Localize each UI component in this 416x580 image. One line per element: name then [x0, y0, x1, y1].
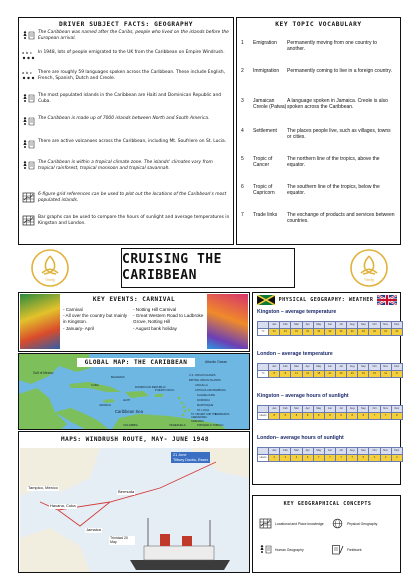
- events-col-london: [133, 307, 205, 332]
- value-cell: 7: [313, 455, 324, 462]
- value-cell: 31: [280, 329, 291, 336]
- unit-tag: °C: [258, 371, 269, 378]
- map-label-cuba: CUBA: [91, 383, 99, 387]
- value-cell: 7: [369, 413, 380, 420]
- concepts-title: KEY GEOGRAPHICAL CONCEPTS: [283, 501, 372, 507]
- map-label-gulf: Gulf of Mexico: [33, 371, 54, 375]
- fact-item: [22, 192, 230, 203]
- value-cell: 15: [369, 371, 380, 378]
- month-cell: Oct: [369, 406, 380, 413]
- month-cell: Sep: [358, 364, 369, 371]
- route-label-tilbury: Tilbury Docks, Essex: [173, 457, 209, 462]
- month-cell: Jul: [335, 322, 346, 329]
- month-cell: Mar: [291, 322, 302, 329]
- windrush-route-map: [20, 448, 250, 572]
- value-cell: 8: [324, 413, 335, 420]
- grid-map-icon: [259, 518, 272, 531]
- vocab-row: [241, 128, 396, 141]
- value-cell: 6: [302, 455, 313, 462]
- route-label-tilbury-date: 21 June: [173, 453, 187, 457]
- value-cell: 32: [313, 329, 324, 336]
- fact-text: There are roughly 59 languages spoken across the Caribbean. These include English, French, Spanish, Dutch and Creole.: [38, 70, 226, 81]
- month-cell: Feb: [280, 406, 291, 413]
- vocab-num: 6: [241, 184, 244, 190]
- logo-left-label: Trinity: [44, 278, 56, 282]
- map-label-virgin-us: U.S. VIRGIN ISLANDS: [189, 374, 216, 377]
- month-cell: Jun: [324, 406, 335, 413]
- trinity-logo-right: [349, 248, 389, 288]
- driver-facts-panel: [18, 17, 234, 245]
- events-panel: [18, 292, 250, 352]
- vocab-term: Tropic of Cancer: [253, 156, 273, 169]
- value-cell: 31: [391, 329, 402, 336]
- month-cell: Dec: [391, 322, 402, 329]
- fact-item: [22, 93, 230, 104]
- vocab-num: 3: [241, 98, 244, 104]
- month-cell: Apr: [302, 322, 313, 329]
- value-cell: 8: [335, 413, 346, 420]
- route-label-jamaica: Jamaica: [86, 527, 101, 532]
- month-cell: Dec: [391, 406, 402, 413]
- vocab-term: Settlement: [253, 128, 277, 134]
- weather-table: [257, 321, 403, 336]
- month-cell: Aug: [347, 406, 358, 413]
- weather-table: [257, 447, 403, 462]
- map-label-bahamas: BAHAMAS: [111, 375, 125, 379]
- months-row: [258, 322, 403, 329]
- map-label-jamaica: JAMAICA: [99, 403, 112, 407]
- route-label-tilbury-box: [171, 452, 210, 463]
- month-cell: Jul: [335, 448, 346, 455]
- month-cell: Oct: [369, 364, 380, 371]
- value-cell: 8: [280, 413, 291, 420]
- vocab-num: 7: [241, 212, 244, 218]
- banner-title-box: [121, 248, 295, 288]
- concept-label: Locational and Place knowledge: [275, 522, 324, 527]
- value-cell: 32: [335, 329, 346, 336]
- event-line: - All over the country but mainly in Kingston.: [63, 313, 128, 325]
- fact-item: [22, 70, 230, 81]
- month-cell: Jun: [324, 364, 335, 371]
- month-cell: Feb: [280, 322, 291, 329]
- value-cell: 2: [391, 455, 402, 462]
- vocab-num: 5: [241, 156, 244, 162]
- map-title: GLOBAL MAP: THE CARIBBEAN: [77, 358, 195, 367]
- month-cell: Jan: [269, 364, 280, 371]
- event-line: - Carnival: [63, 307, 83, 312]
- fact-text: There are active volcanoes across the Caribbean, including Mt. Soufriere on St. Lucia.: [38, 139, 227, 144]
- value-cell: 32: [358, 329, 369, 336]
- concept-label: Fieldwork: [347, 548, 362, 553]
- month-cell: Aug: [347, 448, 358, 455]
- value-cell: 8: [269, 413, 280, 420]
- value-cell: 4: [291, 455, 302, 462]
- globe-icon: [331, 518, 344, 531]
- weather-section-label: London – average temperature: [257, 351, 333, 357]
- map-label-trinidad: TRINIDAD & TOBAGO: [197, 424, 224, 427]
- value-cell: 11: [291, 371, 302, 378]
- route-label-jamaica-date: Trinidad 20 May: [109, 536, 135, 545]
- fact-text: In 1948, lots of people emigrated to the UK from the Caribbean on Empire Windrush.: [38, 50, 225, 55]
- map-label-martinique: MARTINIQUE: [197, 404, 214, 407]
- people-map-icon: [22, 30, 35, 41]
- value-cell: 31: [291, 329, 302, 336]
- uk-flag-icon: [377, 295, 397, 305]
- month-cell: Nov: [380, 364, 391, 371]
- month-cell: Nov: [380, 322, 391, 329]
- row-tag-blank: [258, 448, 269, 455]
- value-cell: 8: [391, 413, 402, 420]
- month-cell: Jan: [269, 406, 280, 413]
- value-cell: 23: [347, 371, 358, 378]
- vocab-term: Trade links: [253, 212, 278, 218]
- month-cell: Jun: [324, 322, 335, 329]
- concept-item: [259, 518, 325, 531]
- month-cell: Apr: [302, 448, 313, 455]
- value-cell: 7: [347, 455, 358, 462]
- month-cell: Oct: [369, 448, 380, 455]
- value-cell: 31: [380, 329, 391, 336]
- month-cell: Feb: [280, 364, 291, 371]
- concept-label: Human Geography: [275, 548, 304, 553]
- value-cell: 32: [369, 329, 380, 336]
- map-label-antigua: ANTIGUA AND BARBUDA: [195, 389, 226, 392]
- unit-tag: Hours: [258, 413, 269, 420]
- month-cell: Jul: [335, 364, 346, 371]
- row-tag-blank: [258, 322, 269, 329]
- vocab-title: KEY TOPIC VOCABULARY: [275, 21, 362, 28]
- vocab-num: 4: [241, 128, 244, 134]
- fact-item: [22, 139, 230, 150]
- unit-tag: Hours: [258, 455, 269, 462]
- map-label-dominican: DOMINICAN REPUBLIC: [135, 385, 166, 389]
- fact-text: The Caribbean was named after the Caribs, people who lived on the islands before the European arrival.: [38, 30, 229, 41]
- vocab-row: [241, 184, 396, 197]
- weather-table: [257, 363, 403, 378]
- month-cell: May: [313, 448, 324, 455]
- month-cell: Jun: [324, 448, 335, 455]
- value-cell: 31: [302, 329, 313, 336]
- month-cell: Apr: [302, 406, 313, 413]
- fact-text: Bar graphs can be used to compare the hours of sunlight and average temperatures in Kingston and London.: [38, 215, 230, 226]
- map-label-puerto: PUERTO RICO: [155, 388, 175, 392]
- svg-text:b: b: [26, 71, 29, 75]
- value-cell: 7: [380, 413, 391, 420]
- vocab-def: The places people live, such as villages, towns or cities.: [287, 128, 391, 141]
- banner: [18, 246, 401, 290]
- event-line: - August bank holiday: [133, 325, 177, 331]
- vocab-row: [241, 98, 396, 111]
- map-label-svg: ST. VINCENT AND THE GRENADINES: [191, 413, 217, 419]
- vocab-term: Immigration: [253, 68, 280, 74]
- vocab-def: The southern line of the tropics, below the equator.: [287, 184, 380, 197]
- value-cell: 8: [358, 413, 369, 420]
- value-cell: 8: [391, 371, 402, 378]
- value-cell: 14: [302, 371, 313, 378]
- vocab-row: [241, 68, 396, 74]
- map-label-guadeloupe: GUADELOUPE: [197, 394, 216, 397]
- month-cell: Dec: [391, 364, 402, 371]
- values-row: [258, 413, 403, 420]
- weather-table: [257, 405, 403, 420]
- route-label-tampico: Tampico, Mexico: [28, 485, 58, 490]
- vocab-term: Tropic of Capricorn: [253, 184, 275, 197]
- month-cell: Aug: [347, 322, 358, 329]
- map-label-virgin-br: BRITISH VIRGIN ISLANDS: [189, 379, 221, 382]
- month-cell: Jan: [269, 448, 280, 455]
- months-row: [258, 364, 403, 371]
- jamaica-flag-icon: [257, 295, 275, 305]
- value-cell: 7: [324, 455, 335, 462]
- event-line: - Great Western Road to Ladbroke Grove, Notting Hill: [133, 313, 204, 325]
- month-cell: Jan: [269, 322, 280, 329]
- value-cell: 23: [335, 371, 346, 378]
- value-cell: 2: [380, 455, 391, 462]
- values-row: [258, 329, 403, 336]
- value-cell: 4: [369, 455, 380, 462]
- value-cell: 3: [280, 455, 291, 462]
- carnival-photo-left: [20, 294, 60, 349]
- value-cell: 5: [358, 455, 369, 462]
- vocab-def: The northern line of the tropics, above the equator.: [287, 156, 380, 169]
- concepts-panel: [252, 495, 401, 573]
- month-cell: May: [313, 322, 324, 329]
- people-map-icon: [22, 93, 35, 104]
- concept-label: Physical Geography: [347, 522, 378, 527]
- events-col-jamaica: [63, 307, 131, 332]
- months-row: [258, 448, 403, 455]
- weather-title: PHYSICAL GEOGRAPHY: WEATHER: [278, 297, 374, 303]
- month-cell: Nov: [380, 406, 391, 413]
- values-row: [258, 455, 403, 462]
- grid-map-icon: [22, 215, 35, 226]
- month-cell: Sep: [358, 448, 369, 455]
- windrush-panel: [18, 431, 250, 573]
- row-tag-blank: [258, 364, 269, 371]
- unit-tag: °C: [258, 329, 269, 336]
- value-cell: 8: [269, 371, 280, 378]
- month-cell: Sep: [358, 322, 369, 329]
- month-cell: Nov: [380, 448, 391, 455]
- month-cell: Jul: [335, 406, 346, 413]
- month-cell: May: [313, 364, 324, 371]
- fact-item: [22, 116, 230, 127]
- uk-flag: [377, 295, 397, 305]
- trinity-logo-left: [30, 248, 70, 288]
- fact-text: The Caribbean is made up of 7000 islands between North and South America.: [38, 116, 210, 121]
- windrush-title: MAPS: WINDRUSH ROUTE, MAY- JUNE 1948: [60, 436, 210, 443]
- value-cell: 8: [280, 371, 291, 378]
- row-tag-blank: [258, 406, 269, 413]
- jamaica-flag: [257, 295, 275, 305]
- map-label-stlucia: ST. LUCIA: [197, 409, 210, 412]
- concept-item: [331, 544, 397, 557]
- vocab-row: [241, 40, 396, 53]
- month-cell: Feb: [280, 448, 291, 455]
- map-label-grenada: GRENADA: [191, 420, 204, 423]
- map-label-dominica: DOMINICA: [197, 399, 210, 402]
- facts-title: DRIVER SUBJECT FACTS: GEOGRAPHY: [58, 21, 194, 28]
- concept-item: [259, 544, 325, 557]
- vocab-panel: [236, 17, 401, 245]
- map-label-barbados: BARBADOS: [215, 413, 230, 416]
- logo-right-label: Trinity: [363, 278, 375, 282]
- route-label-havana: Havana, Cuba: [50, 503, 76, 508]
- month-cell: Dec: [391, 448, 402, 455]
- people-map-icon: [22, 116, 35, 127]
- svg-text:b: b: [26, 51, 29, 55]
- value-cell: 18: [313, 371, 324, 378]
- vocab-num: 1: [241, 40, 244, 46]
- map-label-atlantic: Atlantic Ocean: [205, 360, 228, 364]
- value-cell: 32: [324, 329, 335, 336]
- map-label-sea: Caribbean Sea: [115, 409, 143, 414]
- map-label-venezuela: VENEZUELA: [169, 423, 186, 427]
- map-label-colombia: COLOMBIA: [123, 423, 138, 427]
- month-cell: Apr: [302, 364, 313, 371]
- fact-item: [22, 160, 230, 171]
- weather-section-label: Kingston – average temperature: [257, 309, 337, 315]
- map-label-haiti: HAITI: [123, 398, 131, 402]
- abc-icon: [22, 70, 35, 81]
- vocab-term: Jamaican Creole (Patwa): [253, 98, 287, 111]
- months-row: [258, 406, 403, 413]
- event-line: - January- April: [63, 325, 94, 331]
- fact-item: [22, 50, 230, 61]
- values-row: [258, 371, 403, 378]
- weather-section-label: Kingston – average hours of sunlight: [257, 393, 349, 399]
- value-cell: 8: [302, 413, 313, 420]
- fact-text: The Caribbean is within a tropical climate zone. The islands' climates vary from tropical rainforest, tropical monsoon and tropical savannah.: [38, 160, 213, 171]
- value-cell: 31: [269, 329, 280, 336]
- route-label-bermuda: Bermuda: [118, 489, 135, 494]
- vocab-num: 2: [241, 68, 244, 74]
- vocab-def: Permanently moving from one country to another.: [287, 40, 378, 53]
- weather-panel: [252, 292, 401, 485]
- vocab-row: [241, 156, 396, 169]
- people-map-icon: [22, 160, 35, 171]
- fact-item: [22, 215, 230, 226]
- value-cell: 7: [335, 455, 346, 462]
- people-map-icon: [259, 544, 272, 557]
- concept-item: [331, 518, 397, 531]
- svg-text:c: c: [30, 51, 32, 55]
- vocab-term: Emigration: [253, 40, 277, 46]
- event-line: - Notting Hill Carnival: [133, 307, 177, 312]
- fieldwork-icon: [331, 544, 344, 557]
- abc-icon: [22, 50, 35, 61]
- fact-text: The most populated islands in the Caribbean are Haiti and Dominican Republic and Cuba.: [38, 93, 222, 104]
- vocab-def: Permanently coming to live in a foreign country.: [287, 68, 392, 74]
- vocab-def: A language spoken in Jamaica. Creole is also spoken across the Caribbean.: [287, 98, 388, 111]
- value-cell: 11: [380, 371, 391, 378]
- month-cell: Mar: [291, 406, 302, 413]
- events-title: KEY EVENTS: CARNIVAL: [92, 296, 176, 303]
- month-cell: Oct: [369, 322, 380, 329]
- value-cell: 8: [313, 413, 324, 420]
- svg-text:a: a: [22, 71, 25, 75]
- month-cell: Mar: [291, 448, 302, 455]
- carnival-photo-right: [207, 294, 248, 349]
- month-cell: Mar: [291, 364, 302, 371]
- map-label-anguilla: ANGUILLA: [195, 384, 208, 387]
- fact-text: 6-figure grid references can be used to plot out the locations of the Caribbean's most populated islands.: [38, 192, 227, 203]
- weather-section-label: London– average hours of sunlight: [257, 435, 344, 441]
- value-cell: 21: [324, 371, 335, 378]
- people-map-icon: [22, 139, 35, 150]
- month-cell: Sep: [358, 406, 369, 413]
- value-cell: 19: [358, 371, 369, 378]
- grid-map-icon: [22, 192, 35, 203]
- value-cell: 32: [347, 329, 358, 336]
- month-cell: May: [313, 406, 324, 413]
- value-cell: 8: [347, 413, 358, 420]
- fact-item: [22, 30, 230, 41]
- svg-text:c: c: [30, 71, 32, 75]
- caribbean-map-panel: [18, 353, 250, 430]
- page-title: CRUISING THE CARIBBEAN: [122, 252, 222, 283]
- vocab-row: [241, 212, 396, 225]
- month-cell: Aug: [347, 364, 358, 371]
- svg-text:a: a: [22, 51, 25, 55]
- vocab-def: The exchange of products and services between countries.: [287, 212, 395, 225]
- value-cell: 8: [291, 413, 302, 420]
- value-cell: 2: [269, 455, 280, 462]
